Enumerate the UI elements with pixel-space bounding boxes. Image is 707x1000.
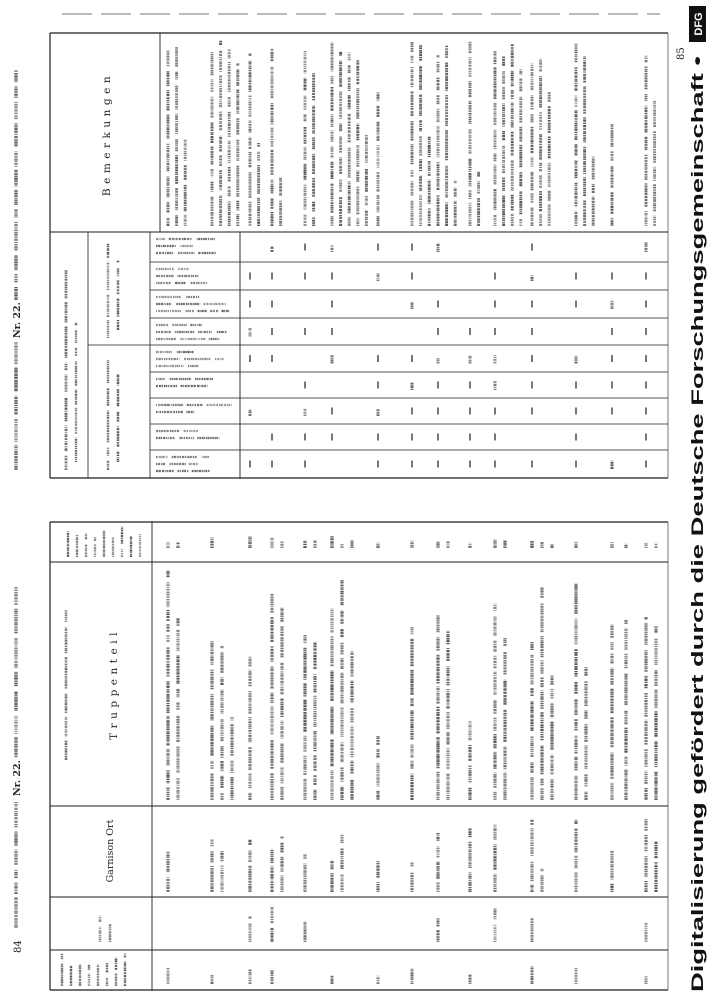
page-number-right: 85	[676, 47, 687, 60]
funding-strip-text: Digitalisierung gefördert durch die Deutsche Forschungsgemeinschaft •	[689, 426, 707, 992]
dfg-logo: DFG	[693, 12, 705, 36]
column-header-remarks: Bemerkungen	[101, 71, 113, 197]
running-header-issue-left: Nr. 22.	[12, 760, 23, 796]
column-header-unit: Truppenteil	[108, 628, 120, 740]
funding-strip	[689, 6, 707, 992]
column-header-garrison: Garnison Ort	[105, 819, 116, 883]
running-header-issue-right: Nr. 22.	[12, 302, 23, 338]
page-number-left: 84	[13, 940, 24, 953]
